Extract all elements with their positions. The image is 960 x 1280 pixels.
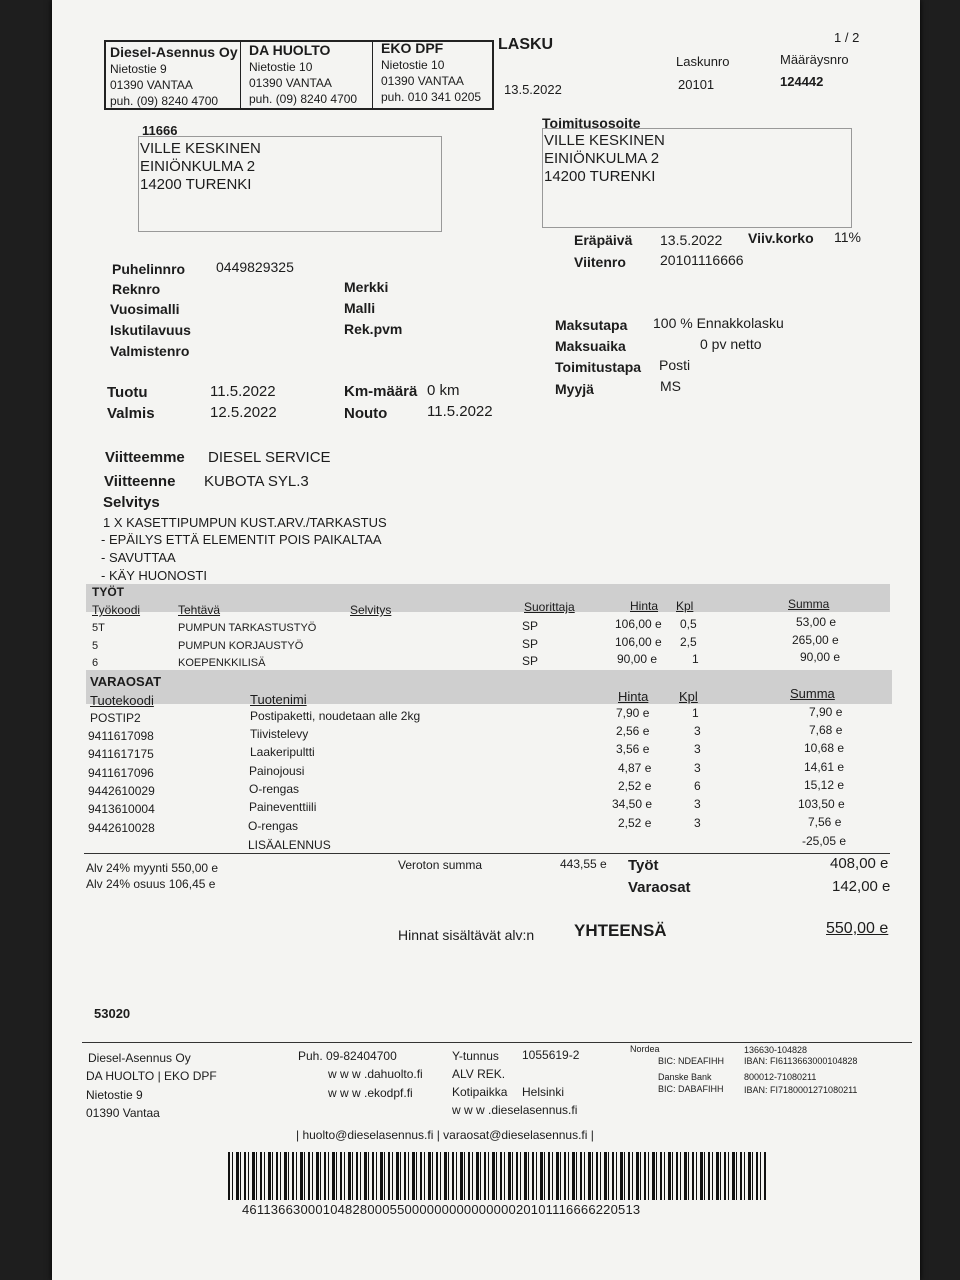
work-col-qty: Kpl bbox=[676, 599, 694, 613]
part-price: 7,90 e bbox=[616, 706, 650, 720]
company-street: Nietostie 10 bbox=[249, 60, 313, 74]
our-ref: DIESEL SERVICE bbox=[208, 449, 331, 466]
doc-title: LASKU bbox=[498, 36, 554, 53]
work-col-code: Työkoodi bbox=[92, 603, 141, 617]
footer-alv: ALV REK. bbox=[452, 1067, 506, 1081]
work-sum: 53,00 e bbox=[796, 615, 837, 629]
vat-sales: Alv 24% myynti 550,00 e bbox=[86, 861, 219, 875]
pickup-date: 11.5.2022 bbox=[427, 403, 493, 420]
footer-ytunnus: 1055619-2 bbox=[522, 1048, 580, 1062]
part-name: Paineventtiili bbox=[249, 800, 317, 814]
part-name: Postipaketti, noudetaan alle 2kg bbox=[250, 709, 421, 723]
company-header-box bbox=[104, 40, 494, 110]
delivery-street: EINIÖNKULMA 2 bbox=[544, 150, 660, 167]
brand-label: Merkki bbox=[344, 279, 389, 295]
your-ref: KUBOTA SYL.3 bbox=[204, 473, 309, 490]
footer-phone: Puh. 09-82404700 bbox=[298, 1049, 397, 1063]
company-phone: puh. 010 341 0205 bbox=[381, 90, 482, 104]
totals-divider bbox=[84, 853, 890, 854]
customer-id: 11666 bbox=[142, 123, 178, 138]
part-name: O-rengas bbox=[248, 819, 299, 833]
payment-method: 100 % Ennakkolasku bbox=[653, 315, 784, 331]
delivery-city: 14200 TURENKI bbox=[544, 168, 656, 185]
parts-col-code: Tuotekoodi bbox=[90, 693, 154, 708]
company-name: DA HUOLTO bbox=[249, 42, 331, 58]
vat-share: Alv 24% osuus 106,45 e bbox=[86, 877, 216, 891]
part-sum: 15,12 e bbox=[804, 778, 845, 792]
part-name: Tiivistelevy bbox=[250, 727, 309, 741]
done-date: 12.5.2022 bbox=[210, 404, 277, 421]
invoice-paper bbox=[52, 0, 920, 1280]
footer-city: 01390 Vantaa bbox=[86, 1106, 160, 1120]
your-ref-label: Viitteenne bbox=[104, 473, 176, 490]
parts-col-sum: Summa bbox=[790, 686, 835, 701]
part-sum: 7,56 e bbox=[808, 815, 842, 829]
footer-web-dieselasennus[interactable]: w w w .dieselasennus.fi bbox=[452, 1103, 578, 1117]
order-number: 124442 bbox=[780, 74, 824, 89]
work-sum: 265,00 e bbox=[792, 633, 839, 647]
bank1-account: 136630-104828 bbox=[744, 1045, 808, 1055]
parts-total-label: Varaosat bbox=[628, 879, 691, 896]
part-name: Laakeripultti bbox=[250, 745, 315, 759]
part-price: 34,50 e bbox=[612, 797, 653, 811]
work-by: SP bbox=[522, 654, 539, 668]
in-date: 11.5.2022 bbox=[210, 383, 276, 400]
company-col-2 bbox=[240, 42, 371, 108]
company-city: 01390 VANTAA bbox=[110, 78, 193, 92]
pickup-label: Nouto bbox=[344, 405, 388, 422]
explanation-line: - EPÄILYS ETTÄ ELEMENTIT POIS PAIKALTAA bbox=[101, 532, 382, 547]
part-code: 9442610029 bbox=[88, 784, 155, 798]
displacement-label: Iskutilavuus bbox=[110, 322, 191, 338]
explanation-line: - SAVUTTAA bbox=[101, 550, 176, 565]
regdate-label: Rek.pvm bbox=[344, 321, 403, 337]
footer-web-ekodpf[interactable]: w w w .ekodpf.fi bbox=[328, 1086, 413, 1100]
company-street: Nietostie 10 bbox=[381, 58, 445, 72]
phone-label: Puhelinnro bbox=[112, 261, 186, 277]
footer-company: Diesel-Asennus Oy bbox=[88, 1051, 191, 1065]
bank2-iban: IBAN: FI7180001271080211 bbox=[744, 1085, 858, 1095]
grand-total: 550,00 e bbox=[826, 920, 889, 937]
work-by: SP bbox=[522, 619, 539, 633]
explanation-line: 1 X KASETTIPUMPUN KUST.ARV./TARKASTUS bbox=[103, 515, 387, 530]
work-sum: 90,00 e bbox=[800, 650, 841, 664]
due-date: 13.5.2022 bbox=[660, 232, 723, 248]
company-name: EKO DPF bbox=[381, 40, 444, 56]
year-label: Vuosimalli bbox=[110, 301, 180, 317]
payment-method-label: Maksutapa bbox=[555, 317, 628, 333]
customer-city: 14200 TURENKI bbox=[140, 176, 252, 193]
explanation-label: Selvitys bbox=[103, 494, 160, 511]
parts-total: 142,00 e bbox=[832, 878, 891, 895]
phone-value: 0449829325 bbox=[216, 259, 294, 275]
part-sum: 14,61 e bbox=[804, 760, 845, 774]
part-code: 9411617096 bbox=[88, 766, 154, 780]
footer-home-label: Kotipaikka bbox=[452, 1085, 508, 1099]
part-price: 3,56 e bbox=[616, 742, 650, 756]
customer-street: EINIÖNKULMA 2 bbox=[140, 158, 256, 175]
parts-header-band bbox=[86, 670, 892, 704]
barcode bbox=[228, 1152, 766, 1200]
page-number: 1 / 2 bbox=[834, 30, 860, 45]
vat-included-note: Hinnat sisältävät alv:n bbox=[398, 927, 535, 943]
serial-label: Valmistenro bbox=[110, 343, 190, 359]
km-label: Km-määrä bbox=[344, 383, 418, 400]
work-total-label: Työt bbox=[628, 857, 659, 874]
work-price: 106,00 e bbox=[615, 635, 662, 649]
part-sum: 7,90 e bbox=[809, 705, 843, 719]
part-price: 4,87 e bbox=[618, 761, 652, 775]
work-code: 6 bbox=[92, 657, 99, 669]
delivery-method-label: Toimitustapa bbox=[555, 359, 642, 375]
net-total-label: Veroton summa bbox=[398, 858, 483, 872]
work-col-by: Suorittaja bbox=[524, 600, 575, 614]
reg-label: Reknro bbox=[112, 281, 161, 297]
bank1-bic: BIC: NDEAFIHH bbox=[658, 1056, 725, 1066]
part-qty: 3 bbox=[694, 742, 701, 756]
customer-name: VILLE KESKINEN bbox=[140, 140, 261, 157]
km-value: 0 km bbox=[427, 382, 460, 399]
part-code: 9411617098 bbox=[88, 729, 154, 743]
delivery-method: Posti bbox=[659, 357, 691, 373]
footer-home: Helsinki bbox=[522, 1085, 565, 1099]
company-city: 01390 VANTAA bbox=[381, 74, 464, 88]
part-qty: 1 bbox=[692, 706, 699, 720]
part-code: 9413610004 bbox=[88, 802, 155, 816]
delivery-name: VILLE KESKINEN bbox=[544, 132, 665, 149]
reference-label: Viitenro bbox=[574, 254, 626, 270]
work-task: PUMPUN TARKASTUSTYÖ bbox=[178, 622, 317, 634]
footer-street: Nietostie 9 bbox=[86, 1088, 143, 1102]
company-street: Nietostie 9 bbox=[110, 62, 167, 76]
footer-emails[interactable]: | huolto@dieselasennus.fi | varaosat@dieselasennus.fi | bbox=[296, 1128, 594, 1142]
work-task: KOEPENKKILISÄ bbox=[178, 657, 266, 669]
bank1-iban: IBAN: FI6113663000104828 bbox=[744, 1056, 858, 1066]
payment-time: 0 pv netto bbox=[700, 336, 762, 352]
part-code: POSTIP2 bbox=[90, 711, 141, 725]
work-qty: 1 bbox=[692, 652, 699, 666]
part-sum: 7,68 e bbox=[809, 723, 843, 737]
work-code: 5T bbox=[92, 622, 105, 634]
doc-date: 13.5.2022 bbox=[504, 82, 562, 97]
invoice-code: 53020 bbox=[94, 1006, 131, 1021]
part-qty: 3 bbox=[694, 761, 701, 775]
part-qty: 3 bbox=[694, 797, 701, 811]
delivery-label: Toimitusosoite bbox=[542, 115, 641, 131]
parts-title: VARAOSAT bbox=[90, 674, 162, 689]
parts-col-qty: Kpl bbox=[679, 689, 698, 704]
work-col-price: Hinta bbox=[630, 599, 659, 613]
work-code: 5 bbox=[92, 640, 99, 652]
part-qty: 6 bbox=[694, 779, 701, 793]
parts-col-name: Tuotenimi bbox=[250, 692, 307, 707]
bank2-name: Danske Bank bbox=[658, 1072, 712, 1082]
part-qty: 3 bbox=[694, 724, 701, 738]
parts-col-price: Hinta bbox=[618, 689, 649, 704]
our-ref-label: Viitteemme bbox=[105, 449, 185, 466]
work-by: SP bbox=[522, 637, 539, 651]
company-col-3 bbox=[372, 42, 491, 108]
work-title: TYÖT bbox=[92, 585, 124, 599]
bank2-account: 800012-71080211 bbox=[744, 1072, 817, 1082]
due-date-label: Eräpäivä bbox=[574, 232, 633, 248]
company-phone: puh. (09) 8240 4700 bbox=[110, 94, 219, 108]
footer-brands: DA HUOLTO | EKO DPF bbox=[86, 1069, 217, 1083]
seller-label: Myyjä bbox=[555, 381, 594, 397]
late-interest-label: Viiv.korko bbox=[748, 230, 814, 246]
discount-label: LISÄALENNUS bbox=[248, 838, 331, 852]
footer-web-dahuolto[interactable]: w w w .dahuolto.fi bbox=[328, 1067, 423, 1081]
discount-value: -25,05 e bbox=[802, 834, 847, 848]
work-qty: 2,5 bbox=[680, 635, 697, 649]
invoice-number-label: Laskunro bbox=[676, 54, 730, 69]
grand-total-label: YHTEENSÄ bbox=[574, 921, 667, 940]
model-label: Malli bbox=[344, 300, 376, 316]
part-price: 2,56 e bbox=[616, 724, 650, 738]
footer-ytunnus-label: Y-tunnus bbox=[452, 1049, 499, 1063]
reference-number: 20101116666 bbox=[660, 252, 744, 268]
invoice-number: 20101 bbox=[678, 77, 715, 92]
work-col-task: Tehtävä bbox=[178, 603, 221, 617]
company-phone: puh. (09) 8240 4700 bbox=[249, 92, 358, 106]
part-name: O-rengas bbox=[249, 782, 300, 796]
part-name: Painojousi bbox=[249, 764, 305, 778]
part-qty: 3 bbox=[694, 816, 701, 830]
seller: MS bbox=[660, 378, 681, 394]
part-code: 9411617175 bbox=[88, 747, 154, 761]
work-price: 106,00 e bbox=[615, 617, 662, 631]
in-date-label: Tuotu bbox=[107, 384, 148, 401]
company-city: 01390 VANTAA bbox=[249, 76, 332, 90]
work-col-sum: Summa bbox=[788, 597, 830, 611]
order-number-label: Määräysnro bbox=[780, 52, 849, 67]
part-price: 2,52 e bbox=[618, 779, 652, 793]
payment-time-label: Maksuaika bbox=[555, 338, 626, 354]
done-date-label: Valmis bbox=[107, 405, 155, 422]
bank1-name: Nordea bbox=[630, 1044, 660, 1054]
work-total: 408,00 e bbox=[830, 855, 889, 872]
company-name: Diesel-Asennus Oy bbox=[110, 44, 238, 60]
net-total: 443,55 e bbox=[560, 857, 607, 871]
footer-divider bbox=[82, 1042, 912, 1043]
part-code: 9442610028 bbox=[88, 821, 155, 835]
work-task: PUMPUN KORJAUSTYÖ bbox=[178, 640, 304, 652]
explanation-line: - KÄY HUONOSTI bbox=[101, 568, 207, 583]
part-sum: 10,68 e bbox=[804, 741, 845, 755]
work-qty: 0,5 bbox=[680, 617, 697, 631]
part-price: 2,52 e bbox=[618, 816, 652, 830]
part-sum: 103,50 e bbox=[798, 797, 845, 811]
work-price: 90,00 e bbox=[617, 652, 658, 666]
bank2-bic: BIC: DABAFIHH bbox=[658, 1084, 724, 1094]
barcode-number: 461136630001048280005500000000000000020101116666220513 bbox=[242, 1202, 641, 1217]
work-col-expl: Selvitys bbox=[350, 603, 392, 617]
late-interest: 11% bbox=[834, 229, 861, 245]
